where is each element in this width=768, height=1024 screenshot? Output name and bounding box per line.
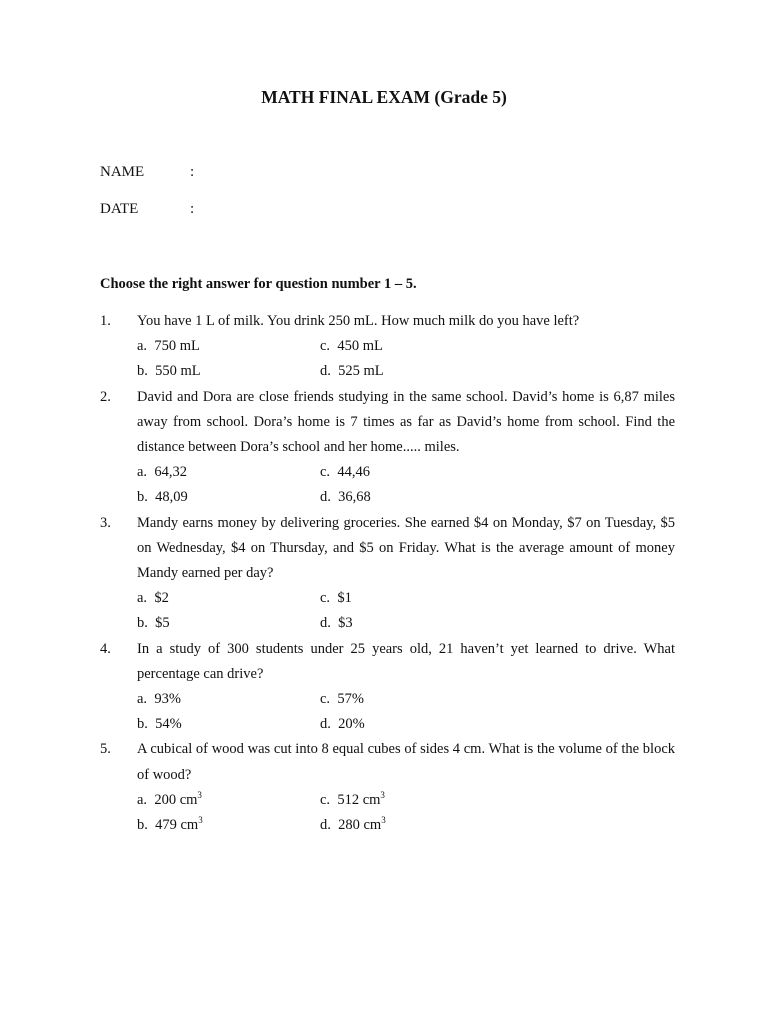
option-b[interactable]: b. 48,09 bbox=[137, 489, 188, 506]
option-d[interactable]: d. 525 mL bbox=[320, 363, 384, 380]
question-text: A cubical of wood was cut into 8 equal cubes of sides 4 cm. What is the volume of the block of wood? bbox=[137, 741, 675, 783]
question-2 bbox=[100, 385, 675, 511]
name-label: NAME bbox=[100, 164, 145, 180]
options bbox=[137, 586, 675, 636]
options bbox=[137, 687, 675, 737]
question-3 bbox=[100, 511, 675, 637]
question-number: 2. bbox=[100, 388, 111, 405]
option-b[interactable]: b. 550 mL bbox=[137, 363, 201, 380]
option-a[interactable]: a. 93% bbox=[137, 690, 181, 707]
option-a[interactable]: a. $2 bbox=[137, 590, 169, 607]
option-a[interactable]: a. 750 mL bbox=[137, 338, 200, 355]
option-c[interactable]: c. $1 bbox=[320, 590, 352, 607]
option-b[interactable]: b. 479 $cm^3$ bbox=[137, 814, 203, 833]
options bbox=[137, 788, 675, 838]
option-c[interactable]: c. 44,46 bbox=[320, 464, 370, 481]
question-text: In a study of 300 students under 25 years old, 21 haven’t yet learned to drive. What percentage can drive? bbox=[137, 640, 675, 682]
option-c[interactable]: c. 512 $cm^3$ bbox=[320, 789, 385, 808]
question-text: You have 1 L of milk. You drink 250 mL. How much milk do you have left? bbox=[137, 313, 580, 329]
date-label: DATE bbox=[100, 201, 139, 217]
name-field bbox=[100, 164, 194, 181]
question-list bbox=[100, 309, 675, 838]
option-c[interactable]: c. 57% bbox=[320, 690, 364, 707]
question-number: 5. bbox=[100, 741, 111, 758]
question-number: 4. bbox=[100, 640, 111, 657]
date-field bbox=[100, 201, 194, 218]
question-number: 1. bbox=[100, 313, 111, 329]
question-4 bbox=[100, 637, 675, 738]
option-a[interactable]: a. 200 $cm^3$ bbox=[137, 789, 202, 808]
options bbox=[137, 334, 675, 384]
option-a[interactable]: a. 64,32 bbox=[137, 464, 187, 481]
date-separator: : bbox=[190, 201, 195, 217]
question-number: 3. bbox=[100, 514, 111, 531]
question-5 bbox=[100, 737, 675, 838]
option-c[interactable]: c. 450 mL bbox=[320, 338, 383, 355]
option-d[interactable]: d. $3 bbox=[320, 615, 353, 632]
option-d[interactable]: d. 280 $cm^3$ bbox=[320, 814, 386, 833]
question-text: Mandy earns money by delivering groceries. She earned $4 on Monday, $7 on Tuesday, $5 on Wednesday, $4 on Thursday, and $5 on Friday. What is the average amount of money Mandy earned per day? bbox=[137, 514, 675, 581]
question-1 bbox=[100, 309, 675, 385]
option-b[interactable]: b. 54% bbox=[137, 716, 182, 733]
instructions: Choose the right answer for question number 1 – 5. bbox=[100, 276, 417, 292]
question-text: David and Dora are close friends studying in the same school. David’s home is 6,87 miles away from school. Dora’s home is 7 times as far as David’s home from school. Find the distance between Dora’s school and her home..... miles. bbox=[137, 388, 675, 455]
exam-title: MATH FINAL EXAM (Grade 5) bbox=[261, 87, 507, 107]
name-separator: : bbox=[190, 164, 195, 180]
option-d[interactable]: d. 20% bbox=[320, 716, 365, 733]
option-d[interactable]: d. 36,68 bbox=[320, 489, 371, 506]
option-b[interactable]: b. $5 bbox=[137, 615, 170, 632]
options bbox=[137, 460, 675, 510]
